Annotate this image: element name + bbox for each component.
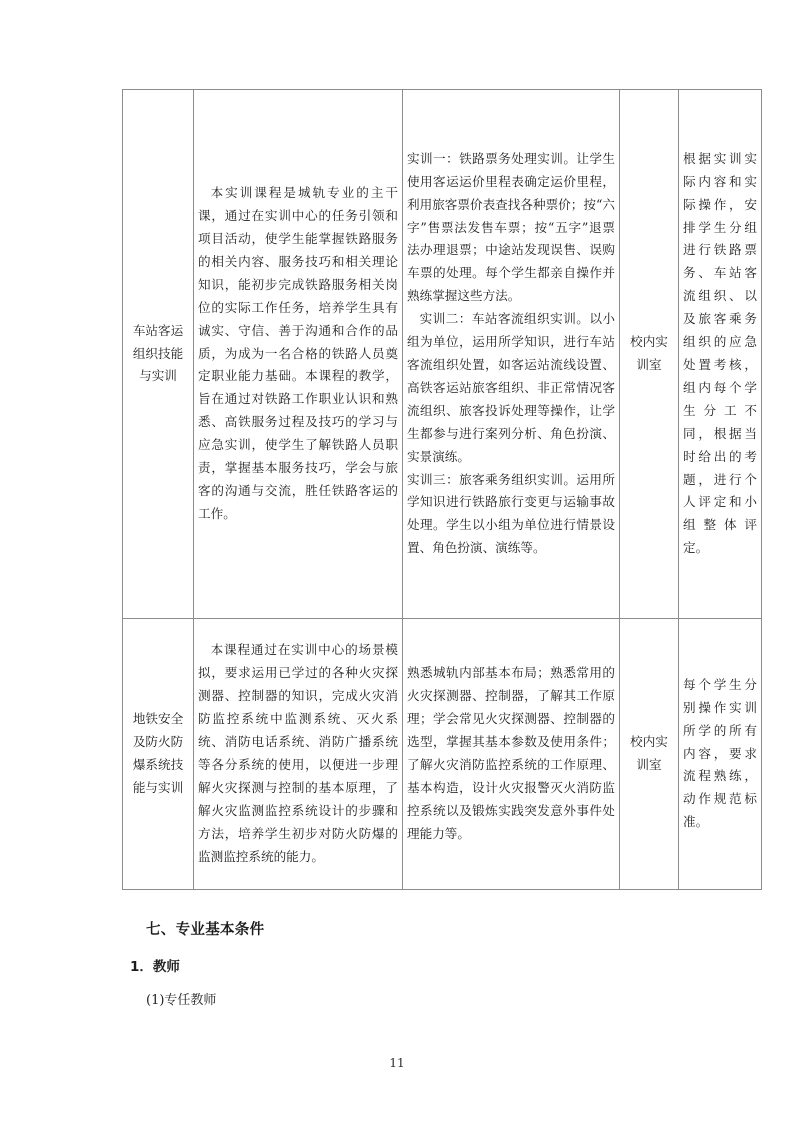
assessment-text: 每个学生分别操作实训所学的所有内容，要求流程熟练，动作规范标准。 (683, 676, 757, 830)
page-number: 11 (389, 1056, 405, 1070)
section-item-fulltime-teacher: (1)专任教师 (146, 993, 217, 1008)
course-name-text: 车站客运组织技能与实训 (132, 322, 184, 384)
training-place-text: 校内实训室 (630, 734, 668, 772)
cell-course-description (194, 619, 403, 890)
course-description-text: 本课程通过在实训中心的场景模拟，要求运用已学过的各种火灾探测器、控制器的知识，完成火灾消防监控系统中监测系统、灭火系统、消防电话系统、消防广播系统等各分系统的使用，以便进一步理解火灾探测与控制的基本原理，了解火灾监测监控系统设计的步骤和方法，培养学生初步对防火防爆的监测监控系统的能力。 (198, 642, 398, 864)
training-content-paragraph-2: 实训二：车站客流组织实训。以小组为单位，运用所学知识，进行车站客流组织处置，如客运站流线设置、高铁客运站旅客组织、非正常情况客流组织、旅客投诉处理等操作，让学生都参与进行案列分析、角色扮演、实景演练。 (407, 311, 615, 464)
assessment-text: 根据实训实际内容和实际操作，安排学生分组进行铁路票务、车站客流组织、以及旅客乘务组织的应急处置考核，组内每个学生分工不同，根据当时给出的考题，进行个人评定和小组整体评定。 (683, 150, 757, 556)
section-heading-seven: 七、专业基本条件 (146, 922, 265, 938)
course-practice-table (122, 89, 762, 890)
table-row (123, 619, 762, 890)
course-description-text: 本实训课程是城轨专业的主干课，通过在实训中心的任务引领和项目活动，使学生能掌握铁路服务的相关内容、服务技巧和相关理论知识，能初步完成铁路服务相关岗位的实际工作任务，培养学生具有诚实、守信、善于沟通和合作的品质，为成为一名合格的铁路人员奠定职业能力基础。本课程的教学，旨在通过对铁路工作职业认识和熟悉、高铁服务过程及技巧的学习与应急实训，使学生了解铁路人员职责，掌握基本服务技巧，学会与旅客的沟通与交流，胜任铁路客运的工作。 (198, 185, 398, 521)
training-place-text: 校内实训室 (630, 334, 668, 372)
table-row (123, 90, 762, 619)
cell-assessment (679, 619, 762, 890)
cell-training-content (403, 90, 620, 619)
training-content-paragraph-1: 实训一：铁路票务处理实训。让学生使用客运运价里程表确定运价里程，利用旅客票价表查找各种票价；按“六字”售票法发售车票；按“五字”退票法办理退票；中途站发现误售、误购车票的处理。每个学生都亲自操作并熟练掌握这些方法。 (407, 150, 615, 304)
cell-course-name (123, 90, 194, 619)
cell-course-name (123, 619, 194, 890)
training-content-paragraph-3: 实训三：旅客乘务组织实训。运用所学知识进行铁路旅行变更与运输事故处理。学生以小组为单位进行情景设置、角色扮演、演练等。 (407, 471, 615, 556)
cell-training-place (620, 90, 679, 619)
cell-assessment (679, 90, 762, 619)
cell-course-description (194, 90, 403, 619)
training-content-paragraph-1: 熟悉城轨内部基本布局；熟悉常用的火灾探测器、控制器，了解其工作原理；学会常见火灾探测器、控制器的选型，掌握其基本参数及使用条件；了解火灾消防监控系统的工作原理、基本构造，设计火灾报警灭火消防监控系统以及锻炼实践突发意外事件处理能力等。 (407, 665, 615, 841)
section-heading-teachers: 1．教师 (130, 959, 180, 975)
cell-training-content (403, 619, 620, 890)
cell-training-place (620, 619, 679, 890)
course-name-text: 地铁安全及防火防爆系统技能与实训 (132, 711, 184, 795)
